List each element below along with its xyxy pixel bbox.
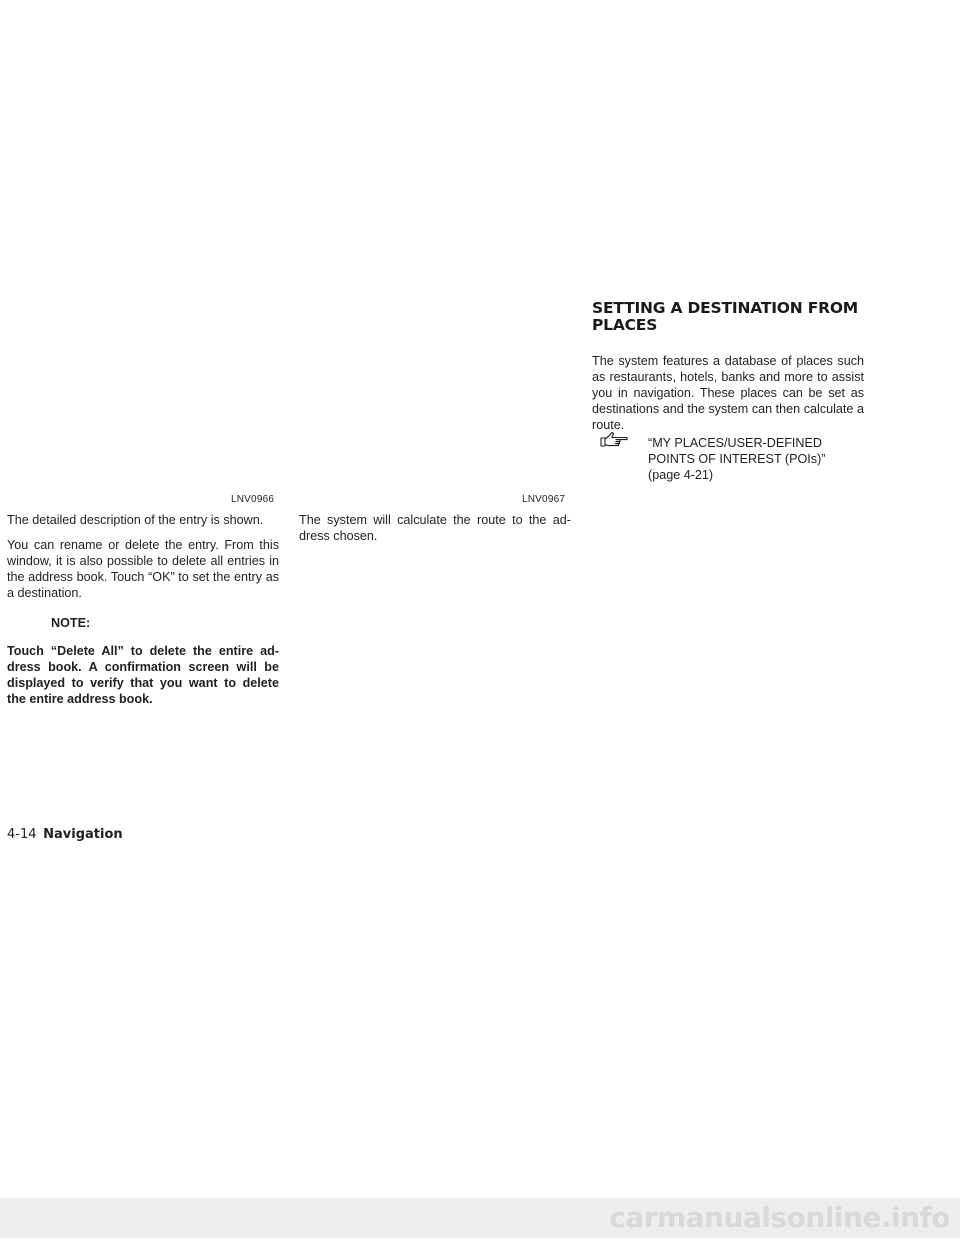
rename-delete-paragraph: You can rename or delete the entry. From this window, it is also possible to delete all entries in the address book. Touch “OK” to set the entry as a destination. [7, 538, 279, 600]
note-body: Touch “Delete All” to delete the entire ad-dress book. A confirmation screen will be displayed to verify that you want to delete the entire address book. [7, 644, 279, 706]
note-heading: NOTE: [51, 616, 91, 630]
figure-code-lnv0966: LNV0966 [231, 494, 275, 505]
reference-line-2: POINTS OF INTEREST (POIs)” [648, 452, 826, 466]
figure-code-lnv0967: LNV0967 [522, 494, 566, 505]
page-number: 4-14 [7, 827, 37, 842]
page-footer [7, 826, 123, 842]
entry-description-paragraph: The detailed description of the entry is shown. [7, 513, 264, 527]
pointing-hand-icon [600, 431, 630, 449]
reference-line-1: “MY PLACES/USER-DEFINED [648, 436, 823, 450]
cross-reference[interactable] [592, 431, 882, 491]
places-description-paragraph: The system features a database of places such as restaurants, hotels, banks and more to assist you in navigation. These places can be set as destinations and the system can then calculate a route. [592, 354, 864, 432]
cross-reference-text [648, 435, 826, 483]
left-column [7, 512, 279, 707]
footer-section-name: Navigation [43, 827, 123, 842]
reference-page: (page 4-21) [648, 468, 714, 482]
right-column [592, 353, 864, 433]
middle-column [299, 512, 571, 544]
section-heading: SETTING A DESTINATION FROM PLACES [592, 299, 859, 334]
watermark-banner [0, 1198, 960, 1238]
route-calculation-paragraph: The system will calculate the route to the ad-dress chosen. [299, 513, 571, 543]
watermark-text: carmanualsonline.info [609, 1201, 950, 1234]
